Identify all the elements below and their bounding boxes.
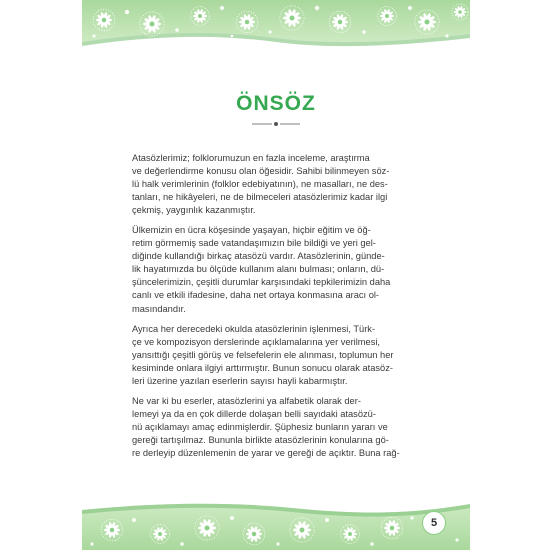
text-line: masındandır. — [132, 303, 186, 314]
dot-icon — [276, 542, 279, 545]
text-line: gereği tartışılmaz. Bununla birlikte atasözlerinin konularına gö- — [132, 434, 389, 445]
top-decorative-band — [82, 0, 470, 52]
text-line: leri üzerine yazılan eserlerin sayısı hayli kabarmıştır. — [132, 375, 348, 386]
text-line: şüncelerimizin, çeşitli durumlar karşısındaki tepkilerimizin daha — [132, 277, 391, 288]
dot-icon — [445, 34, 448, 37]
paragraph-2 — [122, 224, 422, 315]
dot-icon — [132, 518, 136, 522]
flower-pattern-icon — [82, 500, 470, 550]
text-line: Ülkemizin en ücra köşesinde yaşayan, hiçbir eğitim ve öğ- — [132, 225, 371, 236]
dot-icon — [325, 518, 329, 522]
dot-icon — [362, 30, 366, 34]
flower-pattern-icon — [82, 0, 470, 52]
text-line: canlı ve etkili ifadesine, daha net ortaya konmasına aracı ol- — [132, 290, 380, 301]
text-line: lü halk verimlerinin (folklor edebiyatının), ne masalları, ne des- — [132, 179, 388, 190]
dot-icon — [220, 6, 224, 10]
dot-icon — [92, 34, 95, 37]
text-line: Ne var ki bu eserler, atasözlerini ya alfabetik olarak der- — [132, 395, 361, 406]
page-title: ÖNSÖZ — [236, 92, 316, 115]
dot-icon — [180, 542, 184, 546]
preface-body — [122, 152, 422, 467]
dot-icon — [125, 10, 129, 14]
dot-icon — [370, 542, 374, 546]
dot-icon — [268, 30, 271, 33]
dot-icon — [410, 516, 413, 519]
book-page — [82, 0, 470, 550]
dot-icon — [90, 542, 93, 545]
text-line: diğinde kullandığı birkaç atasözü vardır. Atasözlerinin, günde- — [132, 251, 385, 262]
text-line: kesiminde onlara ilgiyi arttırmıştır. Bunun sonucu olarak atasöz- — [132, 362, 393, 373]
dot-icon — [315, 6, 319, 10]
dot-icon — [175, 28, 179, 32]
paragraph-3 — [122, 323, 422, 388]
text-line: nü açıklamayı amaç edinmişlerdir. Şüphesiz bunların yararı ve — [132, 421, 388, 432]
dot-icon — [231, 35, 234, 38]
text-line: lemeyi ya da en çok dillerde dolaşan belli sayıdaki atasözü- — [132, 408, 376, 419]
text-line: çekmiş, yaygınlık kazanmıştır. — [132, 205, 256, 216]
divider-ornament-icon — [252, 121, 300, 127]
text-line: retim görmemiş sade vatandaşımızın bile bildiği ve yeri gel- — [132, 238, 376, 249]
paragraph-1 — [122, 152, 422, 217]
dot-icon — [455, 538, 458, 541]
text-line: ve değerlendirme konusu olan öğesidir. Sahibi bilinmeyen söz- — [132, 166, 390, 177]
dot-icon — [230, 516, 234, 520]
text-line: re derleyip düzenlemenin de yarar ve gereği de açıktır. Buna rağ- — [132, 447, 400, 458]
text-line: Atasözlerimiz; folklorumuzun en fazla inceleme, araştırma — [132, 153, 370, 163]
bottom-decorative-band — [82, 500, 470, 550]
text-line: çe ve kompozisyon derslerinde açıklamalarına yer verilmesi, — [132, 336, 381, 347]
text-line: yansıttığı çeşitli görüş ve felsefelerin ele alınması, toplumun her — [132, 349, 394, 360]
text-line: lik hayatımızda bu ölçüde kullanım alanı bulması; onların, dü- — [132, 264, 385, 275]
dot-icon — [408, 6, 412, 10]
text-line: Ayrıca her derecedeki okulda atasözlerinin işlenmesi, Türk- — [132, 323, 376, 334]
page-number: 5 — [422, 511, 446, 535]
paragraph-4 — [122, 395, 422, 460]
text-line: tanları, ne hikâyeleri, ne de bilmeceleri atasözlerimiz kadar ilgi — [132, 192, 388, 203]
